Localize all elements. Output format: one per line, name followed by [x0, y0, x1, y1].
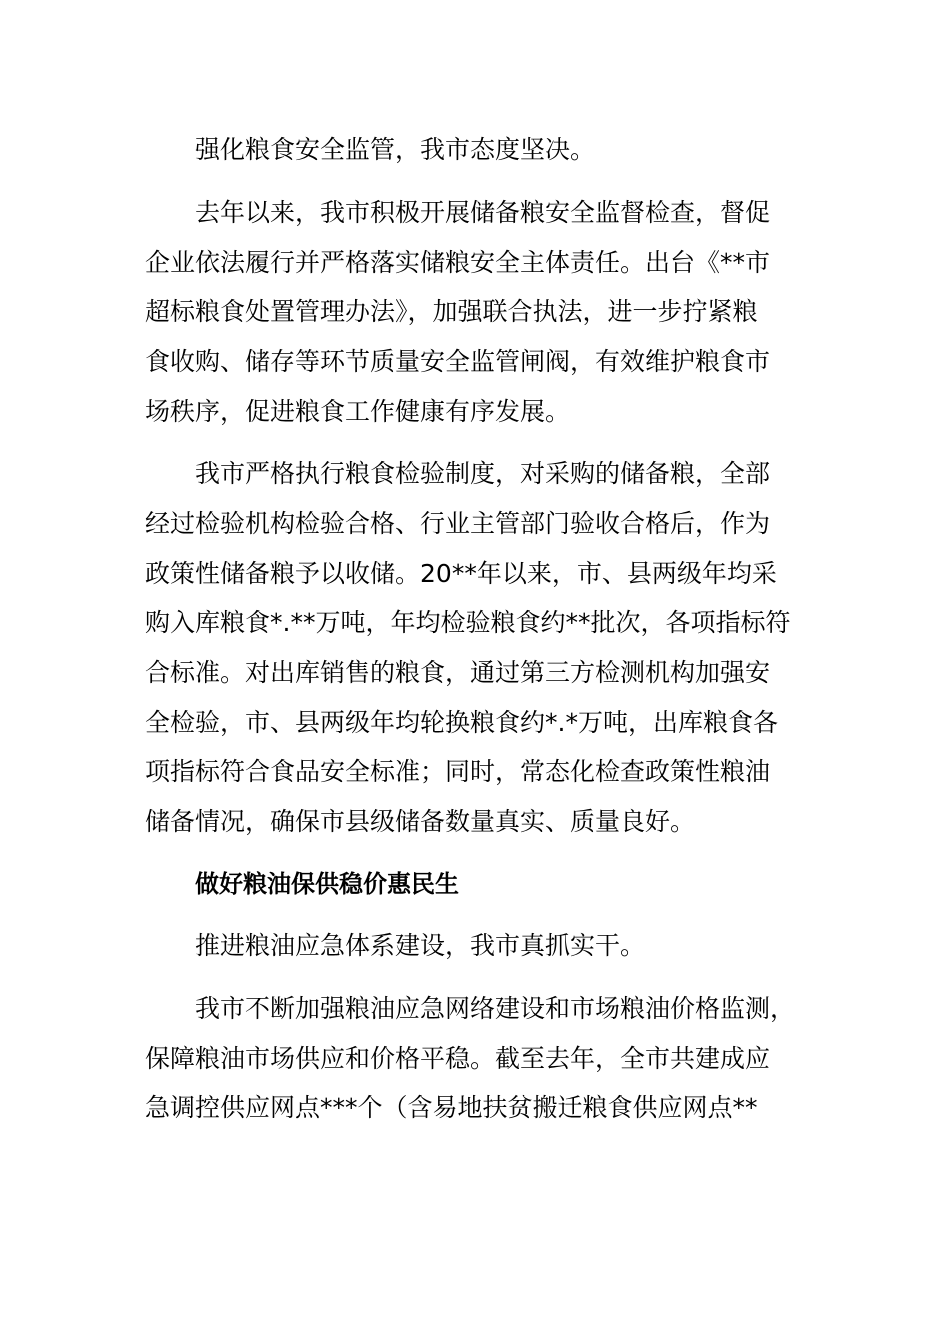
- paragraph-3-line-5: 合标准。对出库销售的粮食，通过第三方检测机构加强安: [145, 658, 771, 687]
- paragraph-2-line-1: 去年以来，我市积极开展储备粮安全监督检查，督促: [195, 198, 771, 227]
- paragraph-1-line-1: 强化粮食安全监管，我市态度坚决。: [195, 135, 596, 164]
- paragraph-6-line-3: 急调控供应网点***个（含易地扶贫搬迁粮食供应网点**: [145, 1093, 758, 1122]
- section-heading: 做好粮油保供稳价惠民生: [195, 870, 459, 898]
- paragraph-3-line-6: 全检验，市、县两级年均轮换粮食约*.*万吨，出库粮食各: [145, 708, 778, 737]
- paragraph-3-line-3: 政策性储备粮予以收储。20**年以来，市、县两级年均采: [145, 559, 777, 588]
- paragraph-5-line-1: 推进粮油应急体系建设，我市真抓实干。: [195, 931, 646, 960]
- paragraph-3-line-8: 储备情况，确保市县级储备数量真实、质量良好。: [145, 807, 696, 836]
- paragraph-6-line-1: 我市不断加强粮油应急网络建设和市场粮油价格监测，: [195, 994, 796, 1023]
- paragraph-3-line-7: 项指标符合食品安全标准；同时，常态化检查政策性粮油: [145, 757, 771, 786]
- paragraph-6-line-2: 保障粮油市场供应和价格平稳。截至去年，全市共建成应: [145, 1044, 771, 1073]
- paragraph-2-line-2: 企业依法履行并严格落实储粮安全主体责任。出台《**市: [145, 248, 771, 277]
- paragraph-2-line-3: 超标粮食处置管理办法》，加强联合执法，进一步拧紧粮: [145, 297, 758, 326]
- paragraph-3-line-1: 我市严格执行粮食检验制度，对采购的储备粮，全部: [195, 459, 771, 488]
- paragraph-3-line-2: 经过检验机构检验合格、行业主管部门验收合格后，作为: [145, 509, 771, 538]
- paragraph-2-line-5: 场秩序，促进粮食工作健康有序发展。: [145, 397, 571, 426]
- paragraph-2-line-4: 食收购、储存等环节质量安全监管闸阀，有效维护粮食市: [145, 347, 771, 376]
- paragraph-3-line-4: 购入库粮食*.**万吨，年均检验粮食约**批次，各项指标符: [145, 608, 791, 637]
